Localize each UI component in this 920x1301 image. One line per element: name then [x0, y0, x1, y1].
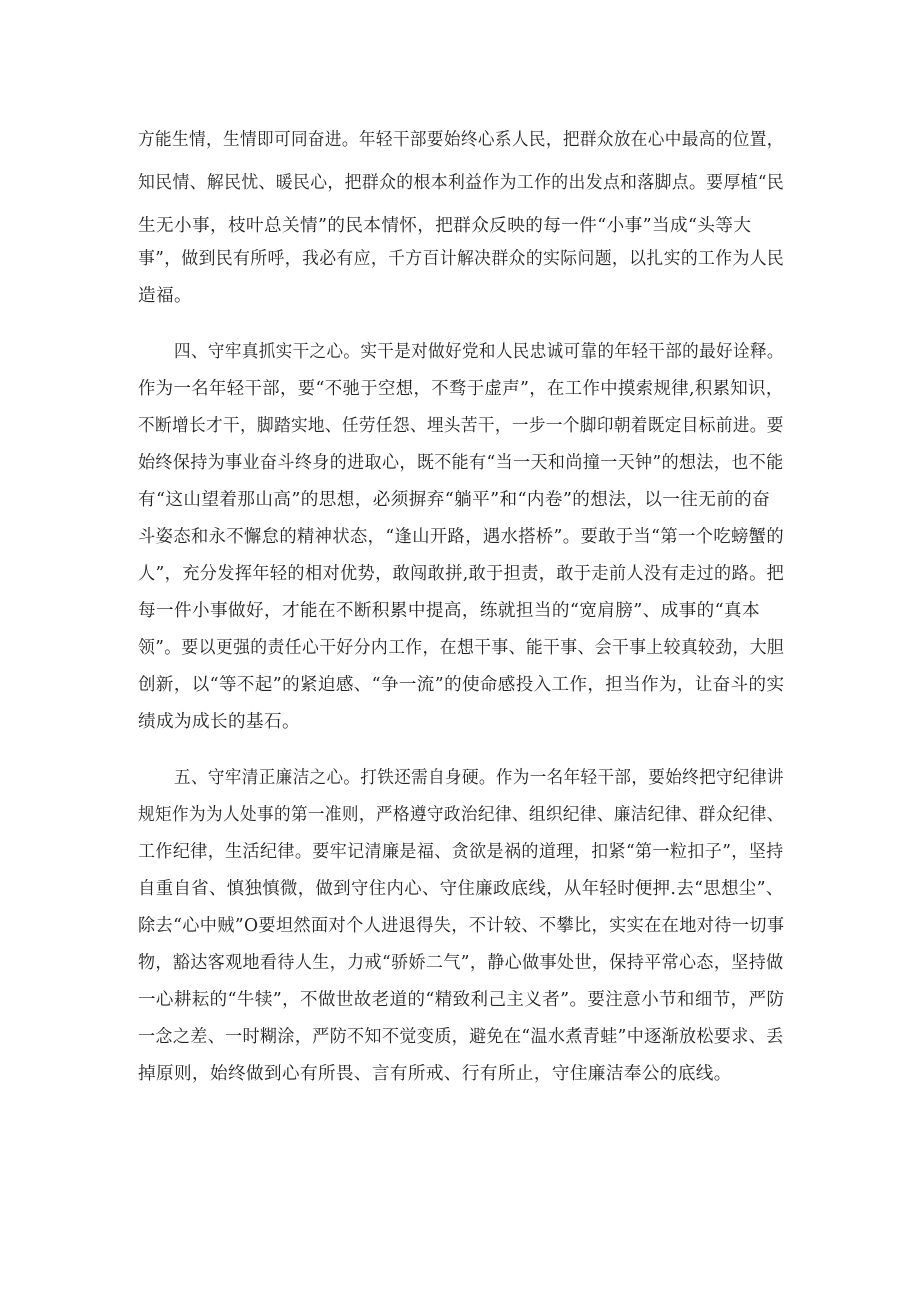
text-line: 绩成为成长的基石。	[138, 712, 300, 732]
text-line: 每一件小事做好，才能在不断积累中提高，练就担当的“宽肩膀”、成事的“真本	[138, 601, 760, 621]
text-line: 四、守牢真抓实干之心。实干是对做好党和人民忠诚可靠的年轻干部的最好诠释。	[174, 342, 784, 362]
text-line: 除去“心中贼”O要坦然面对个人进退得失，不计较、不攀比，实实在在地对待一切事	[138, 916, 785, 936]
text-line: 不断增长才干，脚踏实地、任劳任怨、埋头苦干，一步一个脚印朝着既定目标前进。要	[138, 416, 784, 436]
text-line: 领”。要以更强的责任心干好分内工作，在想干事、能干事、会干事上较真较劲，大胆	[138, 638, 785, 658]
text-line: 掉原则，始终做到心有所畏、言有所戒、行有所止，守住廉洁奉公的底线。	[138, 1064, 732, 1084]
text-line: 人”，充分发挥年轻的相对优势，敢闯敢拼,敢于担责，敢于走前人没有走过的路。把	[138, 564, 785, 584]
text-line: 知民情、解民忧、暖民心，把群众的根本利益作为工作的出发点和落脚点。要厚植“民	[138, 173, 785, 193]
text-line: 斗姿态和永不懈怠的精神状态，“逢山开路，遇水搭桥”。要敢于当“第一个吃螃蟹的	[138, 527, 784, 547]
text-line: 规矩作为为人处事的第一准则，严格遵守政治纪律、组织纪律、廉洁纪律、群众纪律、	[138, 805, 784, 825]
text-line: 始终保持为事业奋斗终身的进取心，既不能有“当一天和尚撞一天钟”的想法，也不能	[138, 453, 784, 473]
text-line: 自重自省、慎独慎微，做到守住内心、守住廉政底线，从年轻时便押.去“思想尘”、	[138, 879, 784, 899]
text-line: 造福。	[138, 286, 192, 306]
text-line: 创新，以“等不起”的紧迫感、“争一流”的使命感投入工作，担当作为，让奋斗的实	[138, 675, 785, 695]
text-line: 事”，做到民有所呼，我必有应，千方百计解决群众的实际问题，以扎实的工作为人民	[138, 249, 785, 269]
text-line: 一心耕耘的“牛犊”，不做世故老道的“精致利己主义者”。要注意小节和细节，严防	[138, 990, 785, 1010]
text-line: 生无小事，枝叶总关情”的民本情怀，把群众反映的每一件“小事”当成“头等大	[138, 216, 752, 236]
text-line: 有“这山望着那山高”的思想，必须摒弃“躺平”和“内卷”的想法，以一往无前的奋	[138, 490, 771, 510]
text-line: 物，豁达客观地看待人生，力戒“骄娇二气”，静心做事处世，保持平常心态，坚持做	[138, 953, 784, 973]
text-line: 工作纪律，生活纪律。要牢记清廉是福、贪欲是祸的道理，扣紧“第一粒扣子”，坚持	[138, 842, 784, 862]
text-line: 一念之差、一时糊涂，严防不知不觉变质，避免在“温水煮青蛙”中逐渐放松要求、丢	[138, 1027, 784, 1047]
text-line: 作为一名年轻干部，要“不驰于空想，不骛于虚声”，在工作中摸索规律,积累知识，	[138, 379, 784, 399]
text-line: 五、守牢清正廉洁之心。打铁还需自身硬。作为一名年轻干部，要始终把守纪律讲	[174, 768, 784, 788]
text-line: 方能生情，生情即可同奋进。年轻干部要始终心系人民，把群众放在心中最高的位置，	[138, 130, 784, 150]
